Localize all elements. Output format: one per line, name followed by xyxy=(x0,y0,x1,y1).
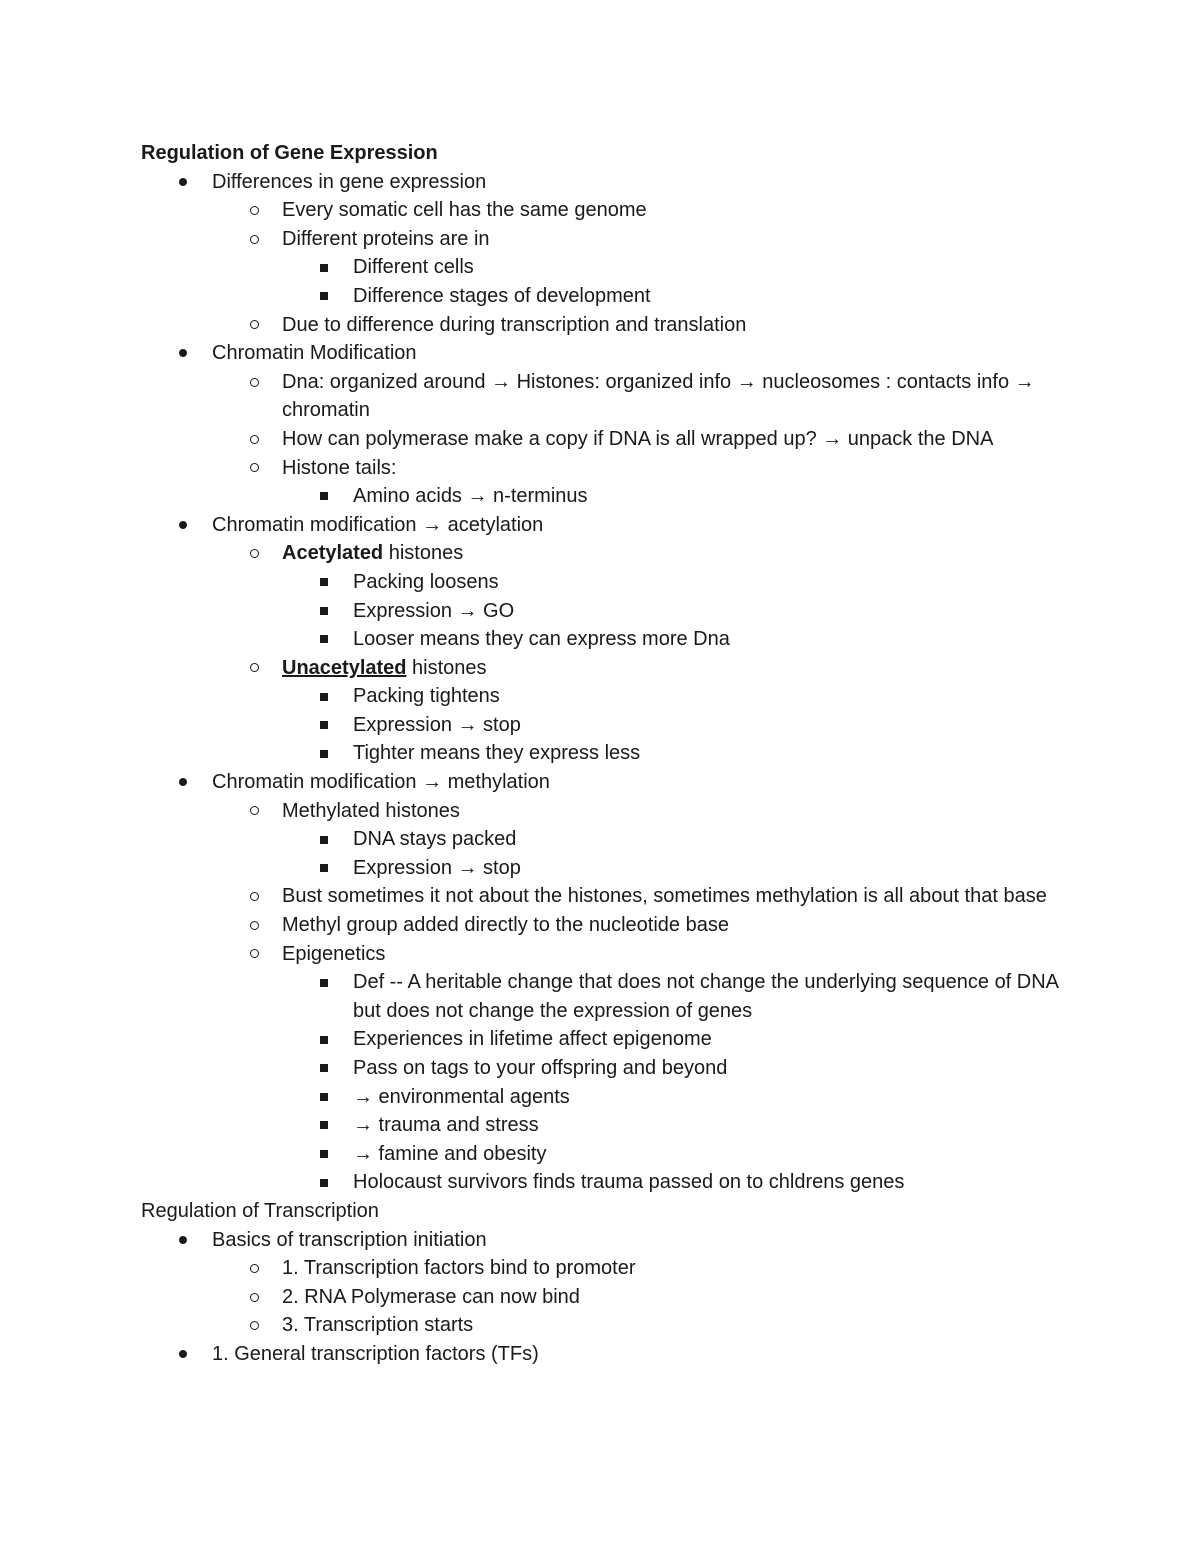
list-item-text: Holocaust survivors finds trauma passed on to chldrens genes xyxy=(353,1171,905,1194)
list-item xyxy=(0,711,1073,740)
list-item xyxy=(0,797,1072,826)
list-item xyxy=(0,882,1072,911)
bullet-square-icon xyxy=(318,253,330,282)
list-item xyxy=(0,1054,1073,1083)
section-heading: Regulation of Transcription xyxy=(141,1199,379,1222)
bullet-circle-icon xyxy=(248,911,260,940)
list-item xyxy=(0,339,1072,368)
list-item xyxy=(0,968,1073,1025)
list-item xyxy=(0,425,1072,454)
bullet-square-icon xyxy=(318,739,330,768)
bullet-square-icon xyxy=(318,1168,330,1197)
bullet-circle-icon xyxy=(248,1254,260,1283)
list-item xyxy=(0,940,1072,969)
list-item-text: Looser means they can express more Dna xyxy=(353,628,730,651)
list-item xyxy=(0,739,1073,768)
list-item xyxy=(0,682,1073,711)
list-item xyxy=(0,597,1073,626)
bullet-circle-icon xyxy=(248,882,260,911)
bullet-disc-icon xyxy=(177,511,189,540)
list-item-text: Chromatin modification → acetylation xyxy=(212,513,544,536)
bullet-square-icon xyxy=(318,1083,330,1112)
bullet-square-icon xyxy=(318,625,330,654)
list-item-text: Expression → stop xyxy=(353,713,521,736)
list-item-text: 2. RNA Polymerase can now bind xyxy=(282,1285,580,1308)
list-item xyxy=(0,196,1072,225)
list-item xyxy=(0,654,1072,683)
list-item xyxy=(0,1340,1072,1369)
list-item xyxy=(0,1283,1072,1312)
list-item-text: → environmental agents xyxy=(353,1085,570,1108)
list-item xyxy=(0,825,1073,854)
list-item-text: Expression → GO xyxy=(353,599,515,622)
list-item-text: 3. Transcription starts xyxy=(282,1314,474,1337)
list-item xyxy=(0,911,1072,940)
list-item-text: Packing tightens xyxy=(353,685,500,708)
bullet-square-icon xyxy=(318,568,330,597)
list-item xyxy=(0,368,1072,425)
list-item-text: Chromatin modification → methylation xyxy=(212,771,550,794)
bullet-square-icon xyxy=(318,968,330,997)
bullet-square-icon xyxy=(318,597,330,626)
list-item xyxy=(0,1311,1072,1340)
list-item xyxy=(0,1025,1073,1054)
document-body xyxy=(0,139,1200,1369)
bullet-square-icon xyxy=(318,682,330,711)
list-item-text: Pass on tags to your offspring and beyond xyxy=(353,1057,728,1079)
list-item-text: Different proteins are in xyxy=(282,227,490,250)
list-item-text: → famine and obesity xyxy=(353,1142,547,1165)
bullet-square-icon xyxy=(318,1054,330,1083)
list-item xyxy=(0,568,1073,597)
list-item xyxy=(0,282,1073,311)
list-item-text: Due to difference during transcription and translation xyxy=(282,313,747,336)
list-item-text: → trauma and stress xyxy=(353,1114,539,1137)
list-item xyxy=(0,768,1072,797)
list-item xyxy=(0,1140,1073,1169)
bullet-circle-icon xyxy=(248,1283,260,1312)
list-item-text: Difference stages of development xyxy=(353,284,651,307)
bullet-disc-icon xyxy=(177,168,189,197)
bullet-square-icon xyxy=(318,854,330,883)
list-item xyxy=(0,1254,1072,1283)
emphasized-term: Unacetylated xyxy=(282,656,407,679)
emphasized-term: Acetylated xyxy=(282,542,384,565)
list-item xyxy=(0,225,1072,254)
bullet-square-icon xyxy=(318,482,330,511)
list-item-text: Experiences in lifetime affect epigenome xyxy=(353,1028,712,1051)
list-item-text: 1. General transcription factors (TFs) xyxy=(212,1342,539,1365)
list-item xyxy=(0,539,1072,568)
list-item-text: histones xyxy=(383,542,464,565)
bullet-square-icon xyxy=(318,1111,330,1140)
list-item-text: Epigenetics xyxy=(282,942,386,965)
list-item xyxy=(0,1111,1073,1140)
list-item-text: Different cells xyxy=(353,256,474,279)
list-item-text: Methylated histones xyxy=(282,799,460,822)
list-item xyxy=(0,854,1073,883)
list-item-text: Bust sometimes it not about the histones, sometimes methylation is all about that base xyxy=(282,885,1047,908)
bullet-circle-icon xyxy=(248,454,260,483)
list-item-text: Chromatin Modification xyxy=(212,342,417,365)
bullet-disc-icon xyxy=(177,1226,189,1255)
bullet-circle-icon xyxy=(248,654,260,683)
list-item-text: Every somatic cell has the same genome xyxy=(282,199,647,222)
list-item xyxy=(0,1226,1072,1255)
list-item xyxy=(0,1168,1073,1197)
bullet-circle-icon xyxy=(248,940,260,969)
list-item-text: Amino acids → n-terminus xyxy=(353,485,588,508)
list-item xyxy=(0,454,1072,483)
list-item xyxy=(0,625,1073,654)
bullet-circle-icon xyxy=(248,797,260,826)
list-item xyxy=(0,482,1073,511)
list-item-text: Packing loosens xyxy=(353,570,499,593)
section-heading: Regulation of Gene Expression xyxy=(141,142,438,164)
list-item xyxy=(0,253,1073,282)
list-item-text: 1. Transcription factors bind to promoter xyxy=(282,1257,636,1280)
bullet-disc-icon xyxy=(177,768,189,797)
bullet-circle-icon xyxy=(248,539,260,568)
list-item-text: Methyl group added directly to the nucleotide base xyxy=(282,914,729,937)
list-item-text: Tighter means they express less xyxy=(353,742,641,765)
list-item-text: How can polymerase make a copy if DNA is all wrapped up? → unpack the DNA xyxy=(282,427,994,450)
bullet-square-icon xyxy=(318,825,330,854)
list-item xyxy=(0,511,1072,540)
list-item-text: Expression → stop xyxy=(353,856,521,879)
bullet-disc-icon xyxy=(177,339,189,368)
list-item xyxy=(0,311,1072,340)
bullet-circle-icon xyxy=(248,225,260,254)
bullet-square-icon xyxy=(318,1140,330,1169)
bullet-circle-icon xyxy=(248,196,260,225)
list-item-text: histones xyxy=(406,656,487,679)
bullet-circle-icon xyxy=(248,425,260,454)
bullet-disc-icon xyxy=(177,1340,189,1369)
list-item-text: Def -- A heritable change that does not change the underlying sequence of DNA but does not change the expression of genes xyxy=(353,971,1058,1022)
list-item-text: Basics of transcription initiation xyxy=(212,1228,487,1251)
list-item-text: DNA stays packed xyxy=(353,828,517,851)
list-item xyxy=(0,168,1072,197)
bullet-circle-icon xyxy=(248,311,260,340)
bullet-circle-icon xyxy=(248,1311,260,1340)
list-item-text: Dna: organized around → Histones: organized info → nucleosomes : contacts info → chromatin xyxy=(282,370,1035,422)
bullet-square-icon xyxy=(318,282,330,311)
bullet-square-icon xyxy=(318,711,330,740)
list-item-text: Differences in gene expression xyxy=(212,170,487,193)
bullet-square-icon xyxy=(318,1025,330,1054)
list-item xyxy=(0,1083,1073,1112)
bullet-circle-icon xyxy=(248,368,260,397)
list-item-text: Histone tails: xyxy=(282,456,397,479)
